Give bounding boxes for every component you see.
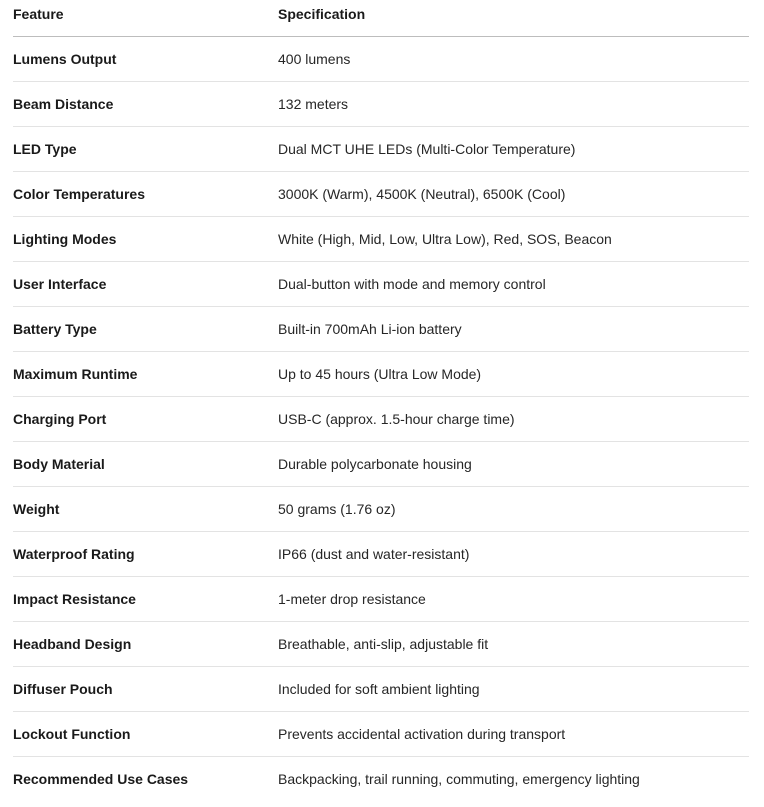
feature-cell: Lumens Output (13, 50, 117, 67)
table-row (13, 621, 749, 666)
table-row (13, 216, 749, 261)
table-row (13, 351, 749, 396)
header-feature: Feature (13, 5, 64, 22)
feature-cell: LED Type (13, 140, 77, 157)
feature-cell: Beam Distance (13, 95, 114, 112)
spec-cell: Backpacking, trail running, commuting, emergency lighting (278, 770, 640, 787)
feature-cell: Lockout Function (13, 725, 131, 742)
table-row (13, 81, 749, 126)
spec-cell: 50 grams (1.76 oz) (278, 500, 396, 517)
feature-cell: Lighting Modes (13, 230, 117, 247)
feature-cell: Battery Type (13, 320, 97, 337)
table-row (13, 441, 749, 486)
table-row (13, 396, 749, 441)
table-row (13, 576, 749, 621)
spec-cell: Breathable, anti-slip, adjustable fit (278, 635, 489, 652)
spec-cell: 400 lumens (278, 50, 351, 67)
feature-cell: Body Material (13, 455, 105, 472)
feature-cell: Diffuser Pouch (13, 680, 113, 697)
spec-cell: IP66 (dust and water-resistant) (278, 545, 470, 562)
header-specification: Specification (278, 5, 366, 22)
feature-cell: Weight (13, 500, 60, 517)
table-row (13, 531, 749, 576)
table-row (13, 666, 749, 711)
spec-cell: Included for soft ambient lighting (278, 680, 480, 697)
spec-cell: 1-meter drop resistance (278, 590, 426, 607)
spec-cell: Up to 45 hours (Ultra Low Mode) (278, 365, 482, 382)
feature-cell: User Interface (13, 275, 107, 292)
feature-cell: Impact Resistance (13, 590, 136, 607)
table-row (13, 171, 749, 216)
spec-cell: USB-C (approx. 1.5-hour charge time) (278, 410, 515, 427)
spec-cell: Built-in 700mAh Li-ion battery (278, 320, 462, 337)
table-row (13, 36, 749, 81)
spec-table (13, 0, 749, 801)
spec-cell: Prevents accidental activation during transport (278, 725, 566, 742)
spec-cell: Dual-button with mode and memory control (278, 275, 546, 292)
feature-cell: Recommended Use Cases (13, 770, 189, 787)
feature-cell: Headband Design (13, 635, 132, 652)
spec-cell: Durable polycarbonate housing (278, 455, 472, 472)
spec-cell: White (High, Mid, Low, Ultra Low), Red, SOS, Beacon (278, 230, 612, 247)
table-row (13, 261, 749, 306)
table-row (13, 306, 749, 351)
feature-cell: Color Temperatures (13, 185, 145, 202)
feature-cell: Waterproof Rating (13, 545, 135, 562)
table-header (13, 0, 749, 36)
table-row (13, 711, 749, 756)
header-row (13, 0, 749, 36)
table-row (13, 756, 749, 801)
table-row (13, 486, 749, 531)
spec-cell: 132 meters (278, 95, 349, 112)
table-row (13, 126, 749, 171)
table-body (13, 36, 749, 801)
feature-cell: Charging Port (13, 410, 107, 427)
spec-cell: Dual MCT UHE LEDs (Multi-Color Temperature) (278, 140, 576, 157)
feature-cell: Maximum Runtime (13, 365, 138, 382)
spec-cell: 3000K (Warm), 4500K (Neutral), 6500K (Cool) (278, 185, 566, 202)
